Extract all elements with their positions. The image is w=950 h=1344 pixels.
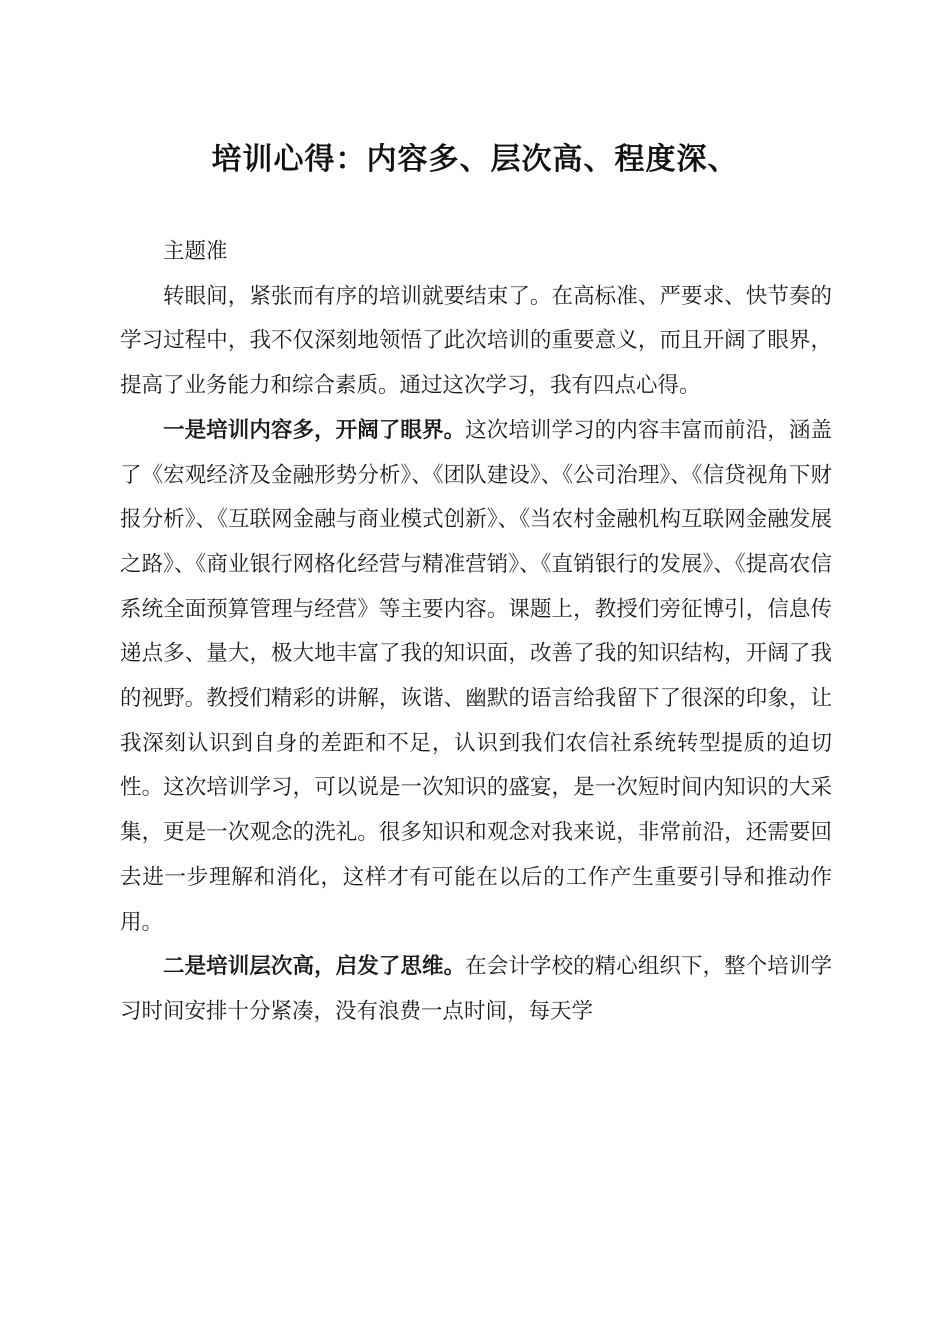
subtitle-line: 主题准 (163, 239, 228, 264)
paragraph-text: 这次培训学习的内容丰富而前沿，涵盖了《宏观经济及金融形势分析》、《团队建设》、《公司治理》、《信贷视角下财报分析》、《互联网金融与商业模式创新》、《当农村金融机构互联网金融发展之路》、《商业银行网格化经营与精准营销》、《直销银行的发展》、《提高农信系统全面预算管理与经营》等主要内容。课题上，教授们旁征博引，信息传递点多、量大，极大地丰富了我的知识面，改善了我的知识结构，开阔了我的视野。教授们精彩的讲解，诙谐、幽默的语言给我留下了很深的印象，让我深刻认识到自身的差距和不足，认识到我们农信社系统转型提质的迫切性。这次培训学习，可以说是一次知识的盛宴，是一次短时间内知识的大采集，更是一次观念的洗礼。很多知识和观念对我来说，非常前沿，还需要回去进一步理解和消化，这样才有可能在以后的工作产生重要引导和推动作用。 (120, 417, 832, 935)
document-body (120, 230, 832, 1035)
paragraph-text: 在会计学校的精心组织下，整个培训学习时间安排十分紧凑，没有浪费一点时间，每天学 (120, 954, 832, 1024)
paragraph-intro (120, 275, 832, 409)
paragraph-lead: 二是培训层次高，启发了思维。 (163, 954, 466, 980)
paragraph-point-one (120, 409, 832, 945)
paragraph-point-two (120, 945, 832, 1034)
paragraph-lead: 一是培训内容多，开阔了眼界。 (163, 417, 466, 443)
paragraph-text: 转眼间，紧张而有序的培训就要结束了。在高标准、严要求、快节奏的学习过程中，我不仅深刻地领悟了此次培训的重要意义，而且开阔了眼界，提高了业务能力和综合素质。通过这次学习，我有四点心得。 (120, 283, 832, 399)
document-title: 培训心得：内容多、层次高、程度深、 (211, 142, 739, 177)
